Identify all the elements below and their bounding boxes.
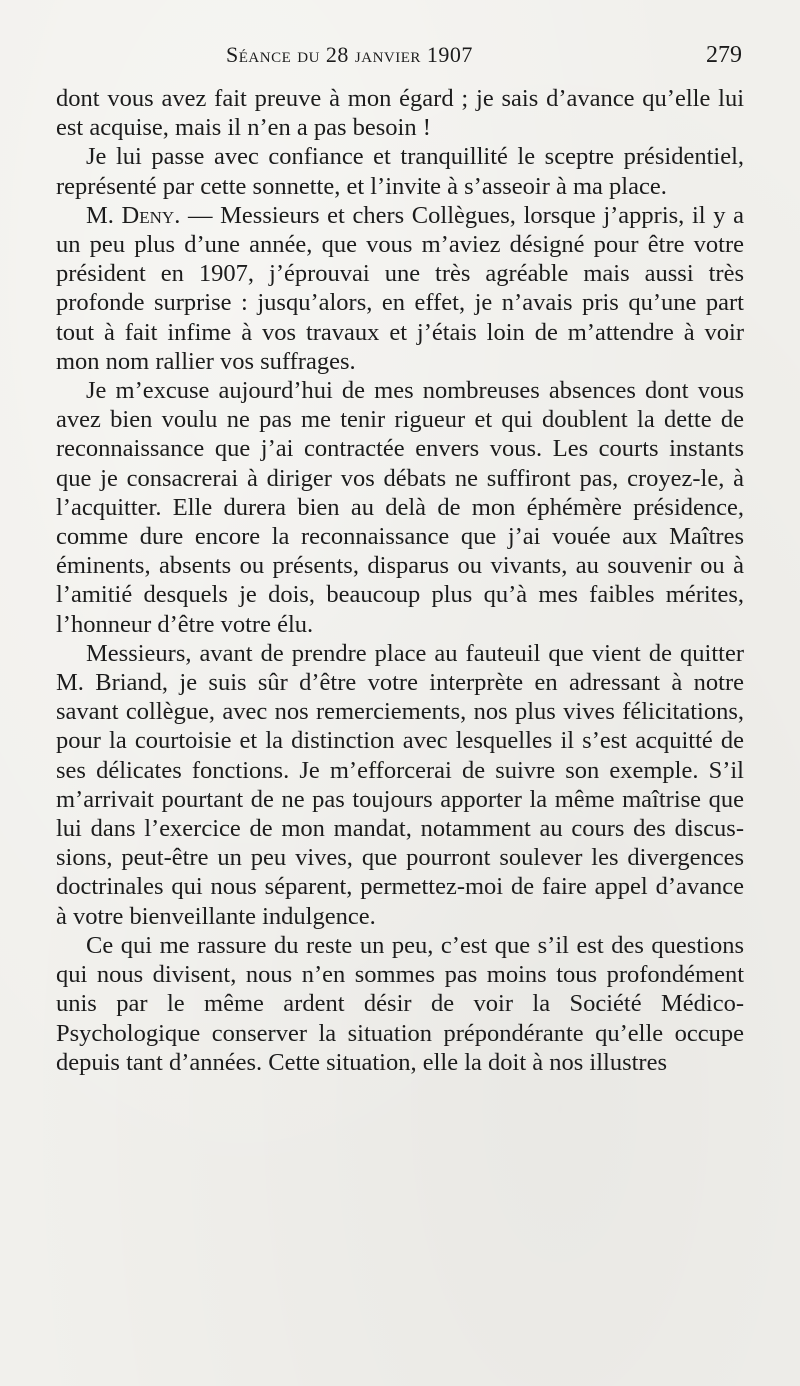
paragraph-1: dont vous avez fait preuve à mon égard ; je sais d’avance qu’elle lui est acquise, mais il n’en a pas besoin ! <box>56 85 744 142</box>
paragraph-6: Ce qui me rassure du reste un peu, c’est que s’il est des questions qui nous divisent, nous n’en sommes pas moins tous profondément unis par le même ardent désir de voir la Société Médico-Psychologique conserver la situation prépondérante qu’elle occupe depuis tant d’années. Cette situation, elle la doit à nos illustres <box>56 931 744 1076</box>
body-text <box>56 84 744 1077</box>
paragraph-5: Messieurs, avant de prendre place au fauteuil que vient de quitter M. Briand, je suis sûr d’être votre interprète en adressant à notre savant collègue, avec nos remerciements, nos plus vives félicitations, pour la courtoisie et la distinction avec lesquelles il s’est acquitté de ses délicates fonctions. Je m’efforcerai de suivre son exemple. S’il m’arrivait pourtant de ne pas toujours apporter la même maîtrise que lui dans l’exercice de mon mandat, notamment au cours des discussions, peut-être un peu vives, que pourront soulever les divergences doctrinales qui nous séparent, permettez-moi de faire appel d’avance à votre bienveillante indulgence. <box>56 639 744 930</box>
paragraph-3-text: — Messieurs et chers Collègues, lorsque j’appris, il y a un peu plus d’une année, que vous m’aviez désigné pour être votre président en 1907, j’éprouvai une très agréable mais aussi très profonde surprise : jusqu’alors, en effet, je n’avais pris qu’une part tout à fait infime à vos travaux et j’étais loin de m’attendre à voir mon nom rallier vos suffrages. <box>56 201 744 375</box>
paragraph-4: Je m’excuse aujourd’hui de mes nombreuses absences dont vous avez bien voulu ne pas me tenir rigueur et qui doublent la dette de reconnaissance que j’ai contractée envers vous. Les courts instants que je consacrerai à diriger vos débats ne suffiront pas, croyez-le, à l’acquitter. Elle durera bien au delà de mon éphémère présidence, comme dure encore la reconnaissance que j’ai vouée aux Maîtres éminents, absents ou présents, disparus ou vivants, au souvenir ou à l’amitié desquels je dois, beaucoup plus qu’à mes faibles mérites, l’honneur d’être votre élu. <box>56 377 744 638</box>
page-number: 279 <box>706 42 742 68</box>
paragraph-3 <box>56 201 744 376</box>
page-header <box>56 38 744 74</box>
paragraph-2: Je lui passe avec confiance et tranquillité le sceptre présidentiel, représenté par cette sonnette, et l’invite à s’asseoir à ma place. <box>56 143 744 200</box>
running-title: Séance du 28 janvier 1907 <box>226 42 473 67</box>
speaker-name: M. Deny. <box>86 201 181 229</box>
